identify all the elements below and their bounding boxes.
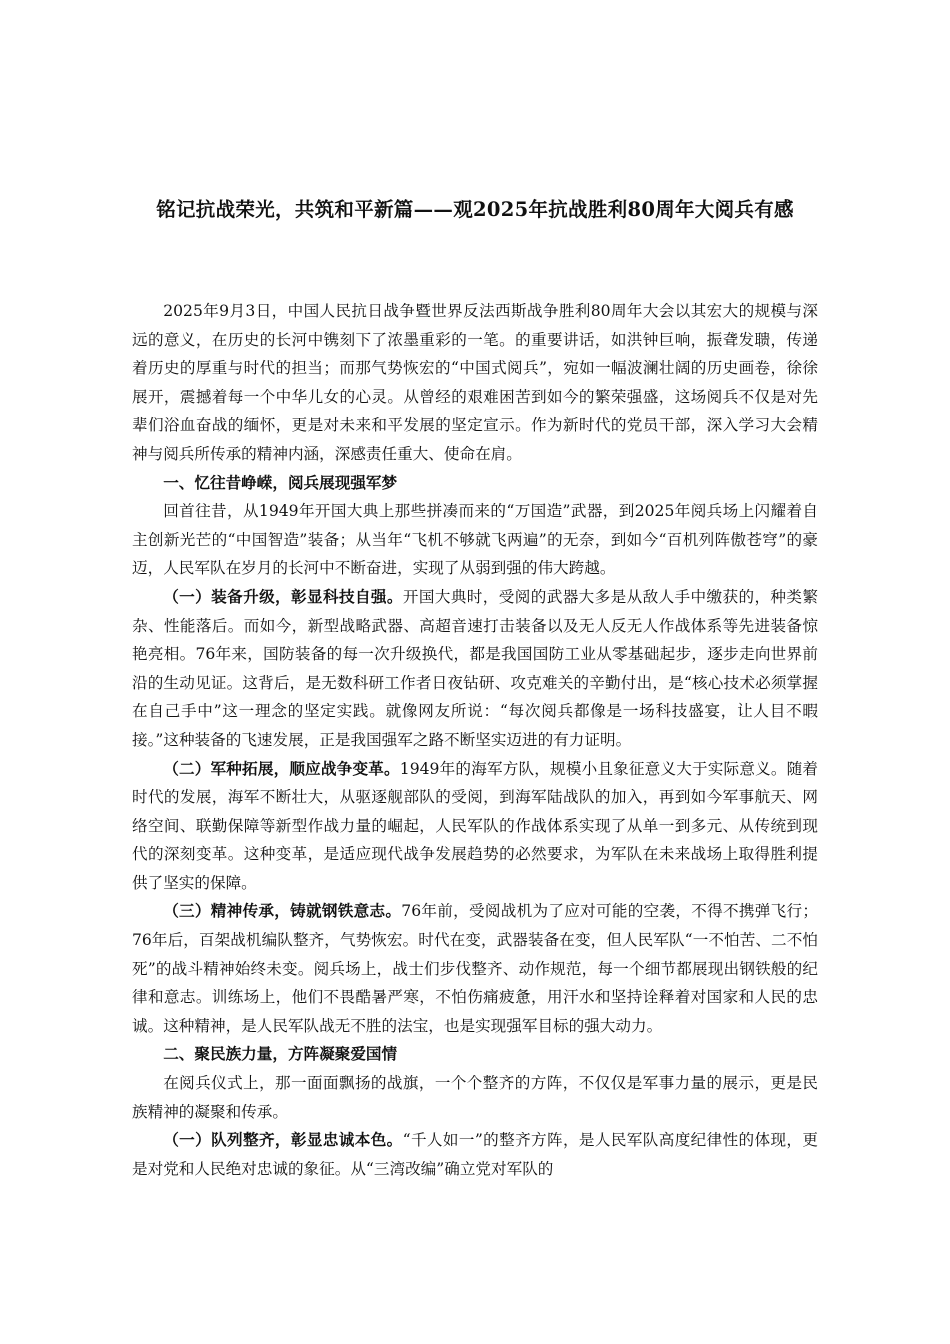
item-lead: （一）装备升级，彰显科技自强。 [163,586,403,606]
section-1-item-1 [132,583,818,755]
item-text: “千人如一”的整齐方阵，是人民军队高度纪律性的体现，更是对党和人民绝对忠诚的象征。从“三湾改编”确立党对军队的 [132,1131,818,1178]
section-1-item-3 [132,897,818,1040]
item-lead: （二）军种拓展，顺应战争变革。 [163,758,400,778]
document-title: 铭记抗战荣光，共筑和平新篇——观2025年抗战胜利80周年大阅兵有感 [156,198,794,221]
section-1-intro: 回首往昔，从1949年开国大典上那些拼凑而来的“万国造”武器，到2025年阅兵场上闪耀着自主创新光芒的“中国智造”装备；从当年“飞机不够就飞两遍”的无奈，到如今“百机列阵傲苍穹”的豪迈，人民军队在岁月的长河中不断奋进，实现了从弱到强的伟大跨越。 [132,502,818,578]
section-1-item-2 [132,755,818,898]
document-body [132,297,818,1183]
intro-paragraph: 2025年9月3日，中国人民抗日战争暨世界反法西斯战争胜利80周年大会以其宏大的规模与深远的意义，在历史的长河中镌刻下了浓墨重彩的一笔。的重要讲话，如洪钟巨响，振聋发聩，传递着历史的厚重与时代的担当；而那气势恢宏的“中国式阅兵”，宛如一幅波澜壮阔的历史画卷，徐徐展开，震撼着每一个中华儿女的心灵。从曾经的艰难困苦到如今的繁荣强盛，这场阅兵不仅是对先辈们浴血奋战的缅怀，更是对未来和平发展的坚定宣示。作为新时代的党员干部，深入学习大会精神与阅兵所传承的精神内涵，深感责任重大、使命在肩。 [132,302,818,463]
item-text: 76年前，受阅战机为了应对可能的空袭，不得不携弹飞行；76年后，百架战机编队整齐，气势恢宏。时代在变，武器装备在变，但人民军队“一不怕苦、二不怕死”的战斗精神始终未变。阅兵场上，战士们步伐整齐、动作规范，每一个细节都展现出钢铁般的纪律和意志。训练场上，他们不畏酷暑严寒，不怕伤痛疲惫，用汗水和坚持诠释着对国家和人民的忠诚。这种精神，是人民军队战无不胜的法宝，也是实现强军目标的强大动力。 [132,902,818,1035]
section-heading-1: 一、忆往昔峥嵘，阅兵展现强军梦 [163,472,398,492]
item-text: 开国大典时，受阅的武器大多是从敌人手中缴获的，种类繁杂、性能落后。而如今，新型战略武器、高超音速打击装备以及无人反无人作战体系等先进装备惊艳亮相。76年来，国防装备的每一次升级换代，都是我国国防工业从零基础起步，逐步走向世界前沿的生动见证。这背后，是无数科研工作者日夜钻研、攻克难关的辛勤付出，是“核心技术必须掌握在自己手中”这一理念的坚定实践。就像网友所说：“每次阅兵都像是一场科技盛宴，让人目不暇接。”这种装备的飞速发展，正是我国强军之路不断坚实迈进的有力证明。 [132,587,818,749]
section-heading-2: 二、聚民族力量，方阵凝聚爱国情 [163,1044,398,1064]
section-2-intro: 在阅兵仪式上，那一面面飘扬的战旗，一个个整齐的方阵，不仅仅是军事力量的展示，更是民族精神的凝聚和传承。 [132,1074,818,1121]
item-text: 1949年的海军方队，规模小且象征意义大于实际意义。随着时代的发展，海军不断壮大，从驱逐舰部队的受阅，到海军陆战队的加入，再到如今军事航天、网络空间、联勤保障等新型作战力量的崛起，人民军队的作战体系实现了从单一到多元、从传统到现代的深刻变革。这种变革，是适应现代战争发展趋势的必然要求，为军队在未来战场上取得胜利提供了坚实的保障。 [132,759,818,892]
item-lead: （一）队列整齐，彰显忠诚本色。 [163,1130,403,1150]
section-2-item-1 [132,1126,818,1183]
item-lead: （三）精神传承，铸就钢铁意志。 [163,901,402,921]
